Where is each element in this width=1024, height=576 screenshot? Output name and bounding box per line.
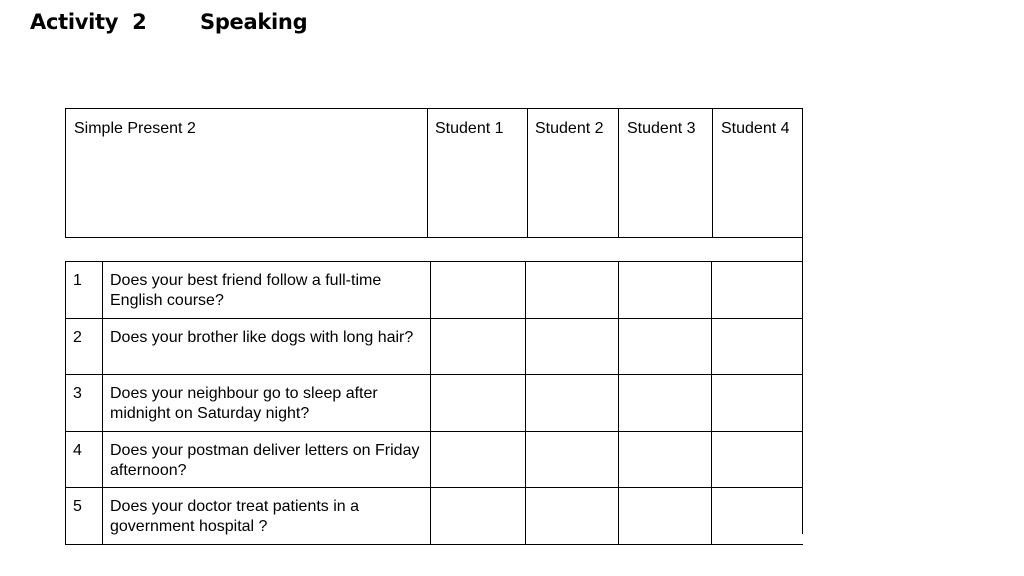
topic-label: Speaking: [200, 10, 308, 34]
table-row: [65, 262, 803, 319]
header-divider: [618, 109, 619, 237]
table-row: [65, 319, 803, 375]
question-text: Does your postman deliver letters on Friday afternoon?: [110, 442, 420, 479]
column-divider: [711, 262, 712, 545]
question-number: 3: [73, 385, 82, 402]
column-divider: [430, 262, 431, 545]
column-divider: [102, 262, 103, 545]
header-cell-student-1: Student 1: [435, 120, 504, 137]
question-text: Does your doctor treat patients in a government hospital ?: [110, 498, 360, 535]
header-cell-student-4: Student 4: [721, 120, 790, 137]
column-divider: [802, 262, 803, 534]
question-number: 2: [73, 329, 82, 346]
table-right-border: [802, 108, 803, 262]
activity-label: Activity 2: [30, 10, 147, 34]
header-divider: [712, 109, 713, 237]
table-row: [65, 375, 803, 432]
header-cell-topic: Simple Present 2: [74, 120, 196, 137]
table-row: [65, 488, 803, 545]
question-number: 5: [73, 498, 82, 515]
column-divider: [618, 262, 619, 545]
table-row: [65, 432, 803, 488]
question-number: 1: [73, 272, 82, 289]
header-cell-student-2: Student 2: [535, 120, 604, 137]
column-divider: [525, 262, 526, 545]
header-cell-student-3: Student 3: [627, 120, 696, 137]
question-table: [65, 262, 803, 545]
question-text: Does your neighbour go to sleep after midnight on Saturday night?: [110, 385, 378, 422]
question-text: Does your brother like dogs with long hair?: [110, 329, 414, 346]
question-text: Does your best friend follow a full-time English course?: [110, 272, 382, 309]
column-divider: [65, 262, 66, 545]
question-number: 4: [73, 442, 82, 459]
header-divider: [427, 109, 428, 237]
header-divider: [527, 109, 528, 237]
table-header: [65, 108, 803, 238]
